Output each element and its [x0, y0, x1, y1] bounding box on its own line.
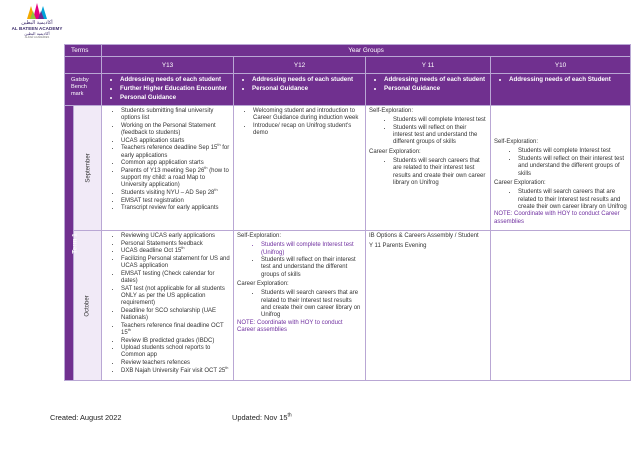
list-item: • Welcoming student and introduction to Career Guidance during induction week — [253, 108, 362, 123]
terms-header: Terms — [65, 45, 102, 57]
col-header-y11: Y 11 — [366, 57, 491, 74]
self-exploration-heading: Self-Exploration: — [237, 233, 282, 239]
list-item: • Students will search careers that are related to their Interest test results and create their own career library on Unifrog — [518, 189, 627, 211]
list-item: • Review teachers refences — [121, 360, 230, 367]
list-item: • Students will reflect on their interest test and understand the different groups of skills — [261, 257, 362, 279]
list-item: • Review IB predicted grades (IBDC) — [121, 338, 230, 345]
created-date: Created: August 2022 — [50, 413, 122, 422]
list-item: • Students will reflect on their interest test and understand the different groups of skills — [393, 125, 487, 147]
gatsby-item: • Addressing needs of each student — [120, 76, 229, 84]
list-item: • Students will search careers that are related to their interest test results and create their own career library on Unifrog — [393, 158, 487, 187]
list-item: • Reviewing UCAS early applications — [121, 233, 230, 240]
list-item: • SAT test (not applicable for all students ONLY as per the US application requirement) — [121, 286, 230, 308]
career-exploration-heading: Career Exploration: — [237, 281, 289, 288]
updated-date: Updated: Nov 15th — [232, 412, 292, 422]
gatsby-y10 — [491, 74, 631, 106]
list-item: • UCAS deadline Oct 15th — [121, 248, 230, 255]
list-item: • EMSAT test registration — [121, 198, 230, 205]
list-item: IB Options & Careers Assembly / Student — [369, 233, 479, 239]
list-item: • Students visiting NYU – AD Sep 28th — [121, 190, 230, 197]
oct-y10-cell — [491, 231, 631, 381]
career-exploration-heading: Career Exploration: — [494, 179, 546, 186]
careers-plan-table — [64, 44, 631, 381]
list-item: • Parents of Y13 meeting Sep 26th (how to support my child: a road Map to University application) — [121, 168, 230, 190]
month-september: September — [74, 106, 102, 231]
gatsby-item: • Addressing needs of each student — [252, 76, 361, 84]
term-1-label: Term 1 — [65, 106, 74, 381]
logo-arabic-subname: أكاديمية البطين — [24, 31, 50, 36]
gatsby-y13 — [102, 74, 234, 106]
list-item: • Transcript review for early applicants — [121, 205, 230, 212]
list-item: • Common app application starts — [121, 160, 230, 167]
list-item: • Students will complete Interest test (Unifrog) — [261, 242, 362, 257]
gatsby-item: • Addressing needs of each student — [384, 76, 486, 84]
gatsby-item: • Further Higher Education Encounter — [120, 85, 229, 93]
col-header-y12: Y12 — [234, 57, 366, 74]
list-item: • Students will complete Interest test — [393, 117, 487, 124]
oct-y11-cell — [366, 231, 491, 381]
list-item: • Facilizing Personal statement for US and UCAS application — [121, 256, 230, 271]
logo-arabic-name: أكاديمية البطين — [21, 20, 53, 26]
list-item: • Students will reflect on their interest test and understand the different groups of skills — [518, 156, 627, 178]
sep-y13-cell — [102, 106, 234, 231]
list-item: • EMSAT testing (Check calendar for dates) — [121, 271, 230, 286]
list-item: • Personal Statements feedback — [121, 241, 230, 248]
gatsby-y12 — [234, 74, 366, 106]
col-header-y13: Y13 — [102, 57, 234, 74]
logo-subtitle: ALDAR ACADEMIES — [24, 36, 50, 39]
gatsby-item: • Addressing needs of each Student — [509, 76, 626, 84]
gatsby-item: • Personal Guidance — [120, 94, 229, 102]
sep-y11-cell — [366, 106, 491, 231]
list-item: • Teachers reference final deadline OCT 15th — [121, 323, 230, 338]
sep-y10-cell — [491, 106, 631, 231]
gatsby-benchmark-label: Gatsby Bench mark — [65, 74, 102, 106]
self-exploration-heading: Self-Exploration: — [369, 108, 414, 114]
assembly-note: NOTE: Coordinate with HOY to conduct Career assemblies — [494, 211, 620, 225]
list-item: • Introduce/ recap on Unifrog student's demo — [253, 123, 362, 138]
blank-header — [65, 57, 102, 74]
gatsby-y11 — [366, 74, 491, 106]
assembly-note: NOTE: Coordinate with HOY to conduct Career assemblies — [237, 319, 343, 334]
list-item: • Upload students school reports to Common app — [121, 345, 230, 360]
month-october: October — [74, 231, 102, 381]
year-groups-header: Year Groups — [102, 45, 631, 57]
oct-y12-cell — [234, 231, 366, 381]
list-item: • DXB Najah University Fair visit OCT 25th — [121, 368, 230, 375]
gatsby-item: • Personal Guidance — [252, 85, 361, 93]
logo-emblem-icon — [26, 2, 48, 20]
list-item: • Students will complete Interest test — [518, 148, 627, 155]
gatsby-item: • Personal Guidance — [384, 85, 486, 93]
oct-y13-cell — [102, 231, 234, 381]
school-logo — [8, 2, 66, 46]
list-item: • Students submitting final university options list — [121, 108, 230, 123]
list-item: • UCAS application starts — [121, 138, 230, 145]
list-item: • Students will search careers that are related to their Interest test results and create their own career library on Unifrog — [261, 290, 362, 319]
list-item: Y 11 Parents Evening — [369, 243, 427, 250]
logo-english-name: AL BATEEN ACADEMY — [11, 26, 63, 31]
list-item: • Working on the Personal Statement (feedback to students) — [121, 123, 230, 138]
sep-y12-cell — [234, 106, 366, 231]
career-exploration-heading: Career Exploration: — [369, 148, 421, 155]
list-item: • Teachers reference deadline Sep 15th for early applications — [121, 145, 230, 160]
col-header-y10: Y10 — [491, 57, 631, 74]
self-exploration-heading: Self-Exploration: — [494, 139, 539, 146]
list-item: • Deadline for SCO scholarship (UAE Nationals) — [121, 308, 230, 323]
